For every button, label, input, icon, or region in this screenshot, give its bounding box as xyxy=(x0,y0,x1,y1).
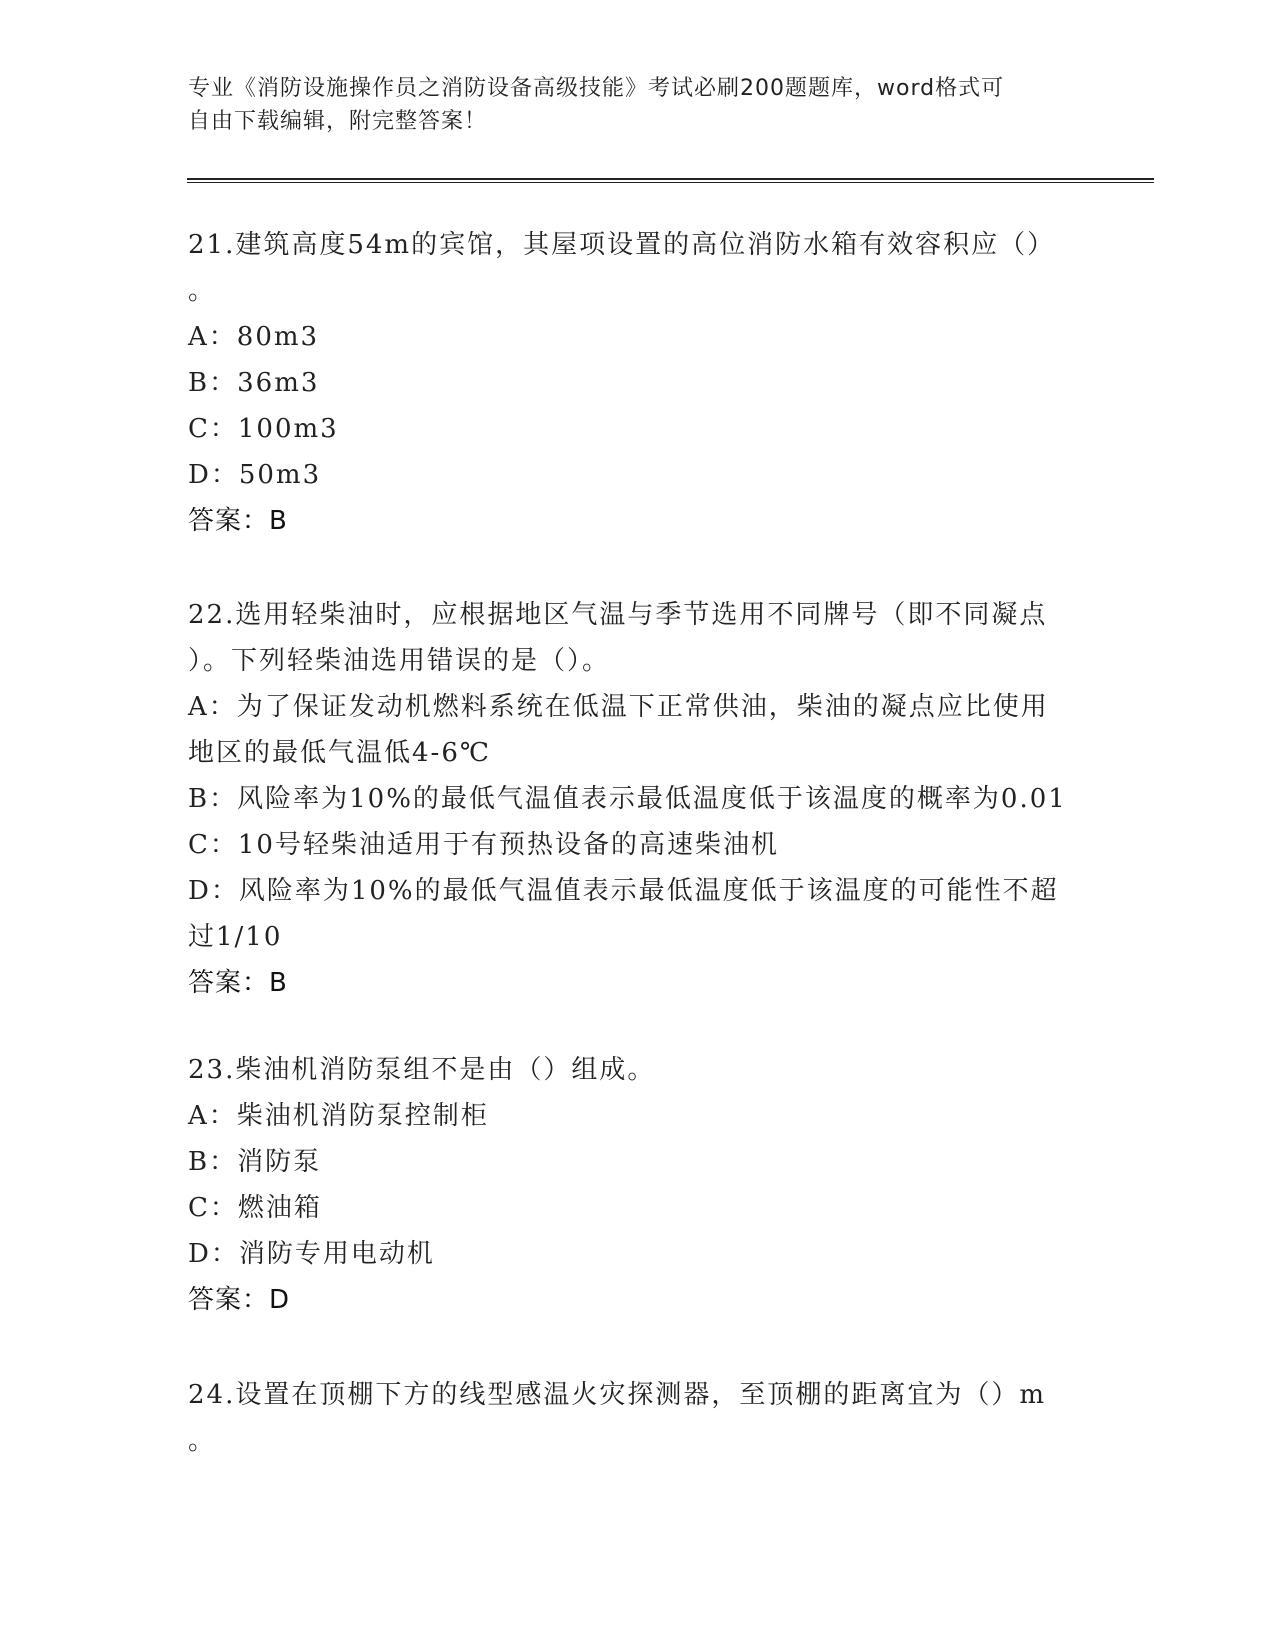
header-line-1: 专业《消防设施操作员之消防设备高级技能》考试必刷200题题库，word格式可 xyxy=(188,76,1005,101)
option-d-cont: 过1/10 xyxy=(188,922,283,952)
header-line-2: 自由下载编辑，附完整答案！ xyxy=(188,109,488,134)
question-text: 23.柴油机消防泵组不是由（）组成。 xyxy=(188,1055,656,1085)
option-c: C：10号轻柴油适用于有预热设备的高速柴油机 xyxy=(188,830,779,860)
option-a-cont: 地区的最低气温低4-6℃ xyxy=(188,738,491,768)
option-c: C：燃油箱 xyxy=(188,1193,322,1223)
option-d: D：风险率为10%的最低气温值表示最低温度低于该温度的可能性不超 xyxy=(188,876,1059,906)
question-text: 22.选用轻柴油时，应根据地区气温与季节选用不同牌号（即不同凝点 xyxy=(188,600,1048,630)
option-d: D：50m3 xyxy=(188,460,322,490)
question-text-cont: 。 xyxy=(188,276,217,306)
header-divider xyxy=(187,178,1154,183)
question-text: 21.建筑高度54m的宾馆，其屋项设置的高位消防水箱有效容积应（） xyxy=(188,230,1056,260)
question-text-cont: ）。下列轻柴油选用错误的是（）。 xyxy=(188,646,611,676)
answer: 答案：D xyxy=(188,1285,291,1315)
question-23 xyxy=(188,1047,1088,1323)
option-b: B：风险率为10%的最低气温值表示最低温度低于该温度的概率为0.01 xyxy=(188,784,1067,814)
question-22 xyxy=(188,592,1088,1006)
option-a: A：柴油机消防泵控制柜 xyxy=(188,1101,489,1131)
question-text: 24.设置在顶棚下方的线型感温火灾探测器，至顶棚的距离宜为（）m xyxy=(188,1380,1047,1410)
question-24 xyxy=(188,1372,1088,1464)
option-d: D：消防专用电动机 xyxy=(188,1239,435,1269)
answer: 答案：B xyxy=(188,506,288,536)
option-b: B：消防泵 xyxy=(188,1147,322,1177)
option-a: A：80m3 xyxy=(188,322,320,352)
option-c: C：100m3 xyxy=(188,414,339,444)
option-b: B：36m3 xyxy=(188,368,320,398)
option-a: A：为了保证发动机燃料系统在低温下正常供油，柴油的凝点应比使用 xyxy=(188,692,1049,722)
answer: 答案：B xyxy=(188,968,288,998)
document-header xyxy=(188,72,1068,138)
question-21 xyxy=(188,222,1088,544)
question-text-cont: 。 xyxy=(188,1426,217,1456)
